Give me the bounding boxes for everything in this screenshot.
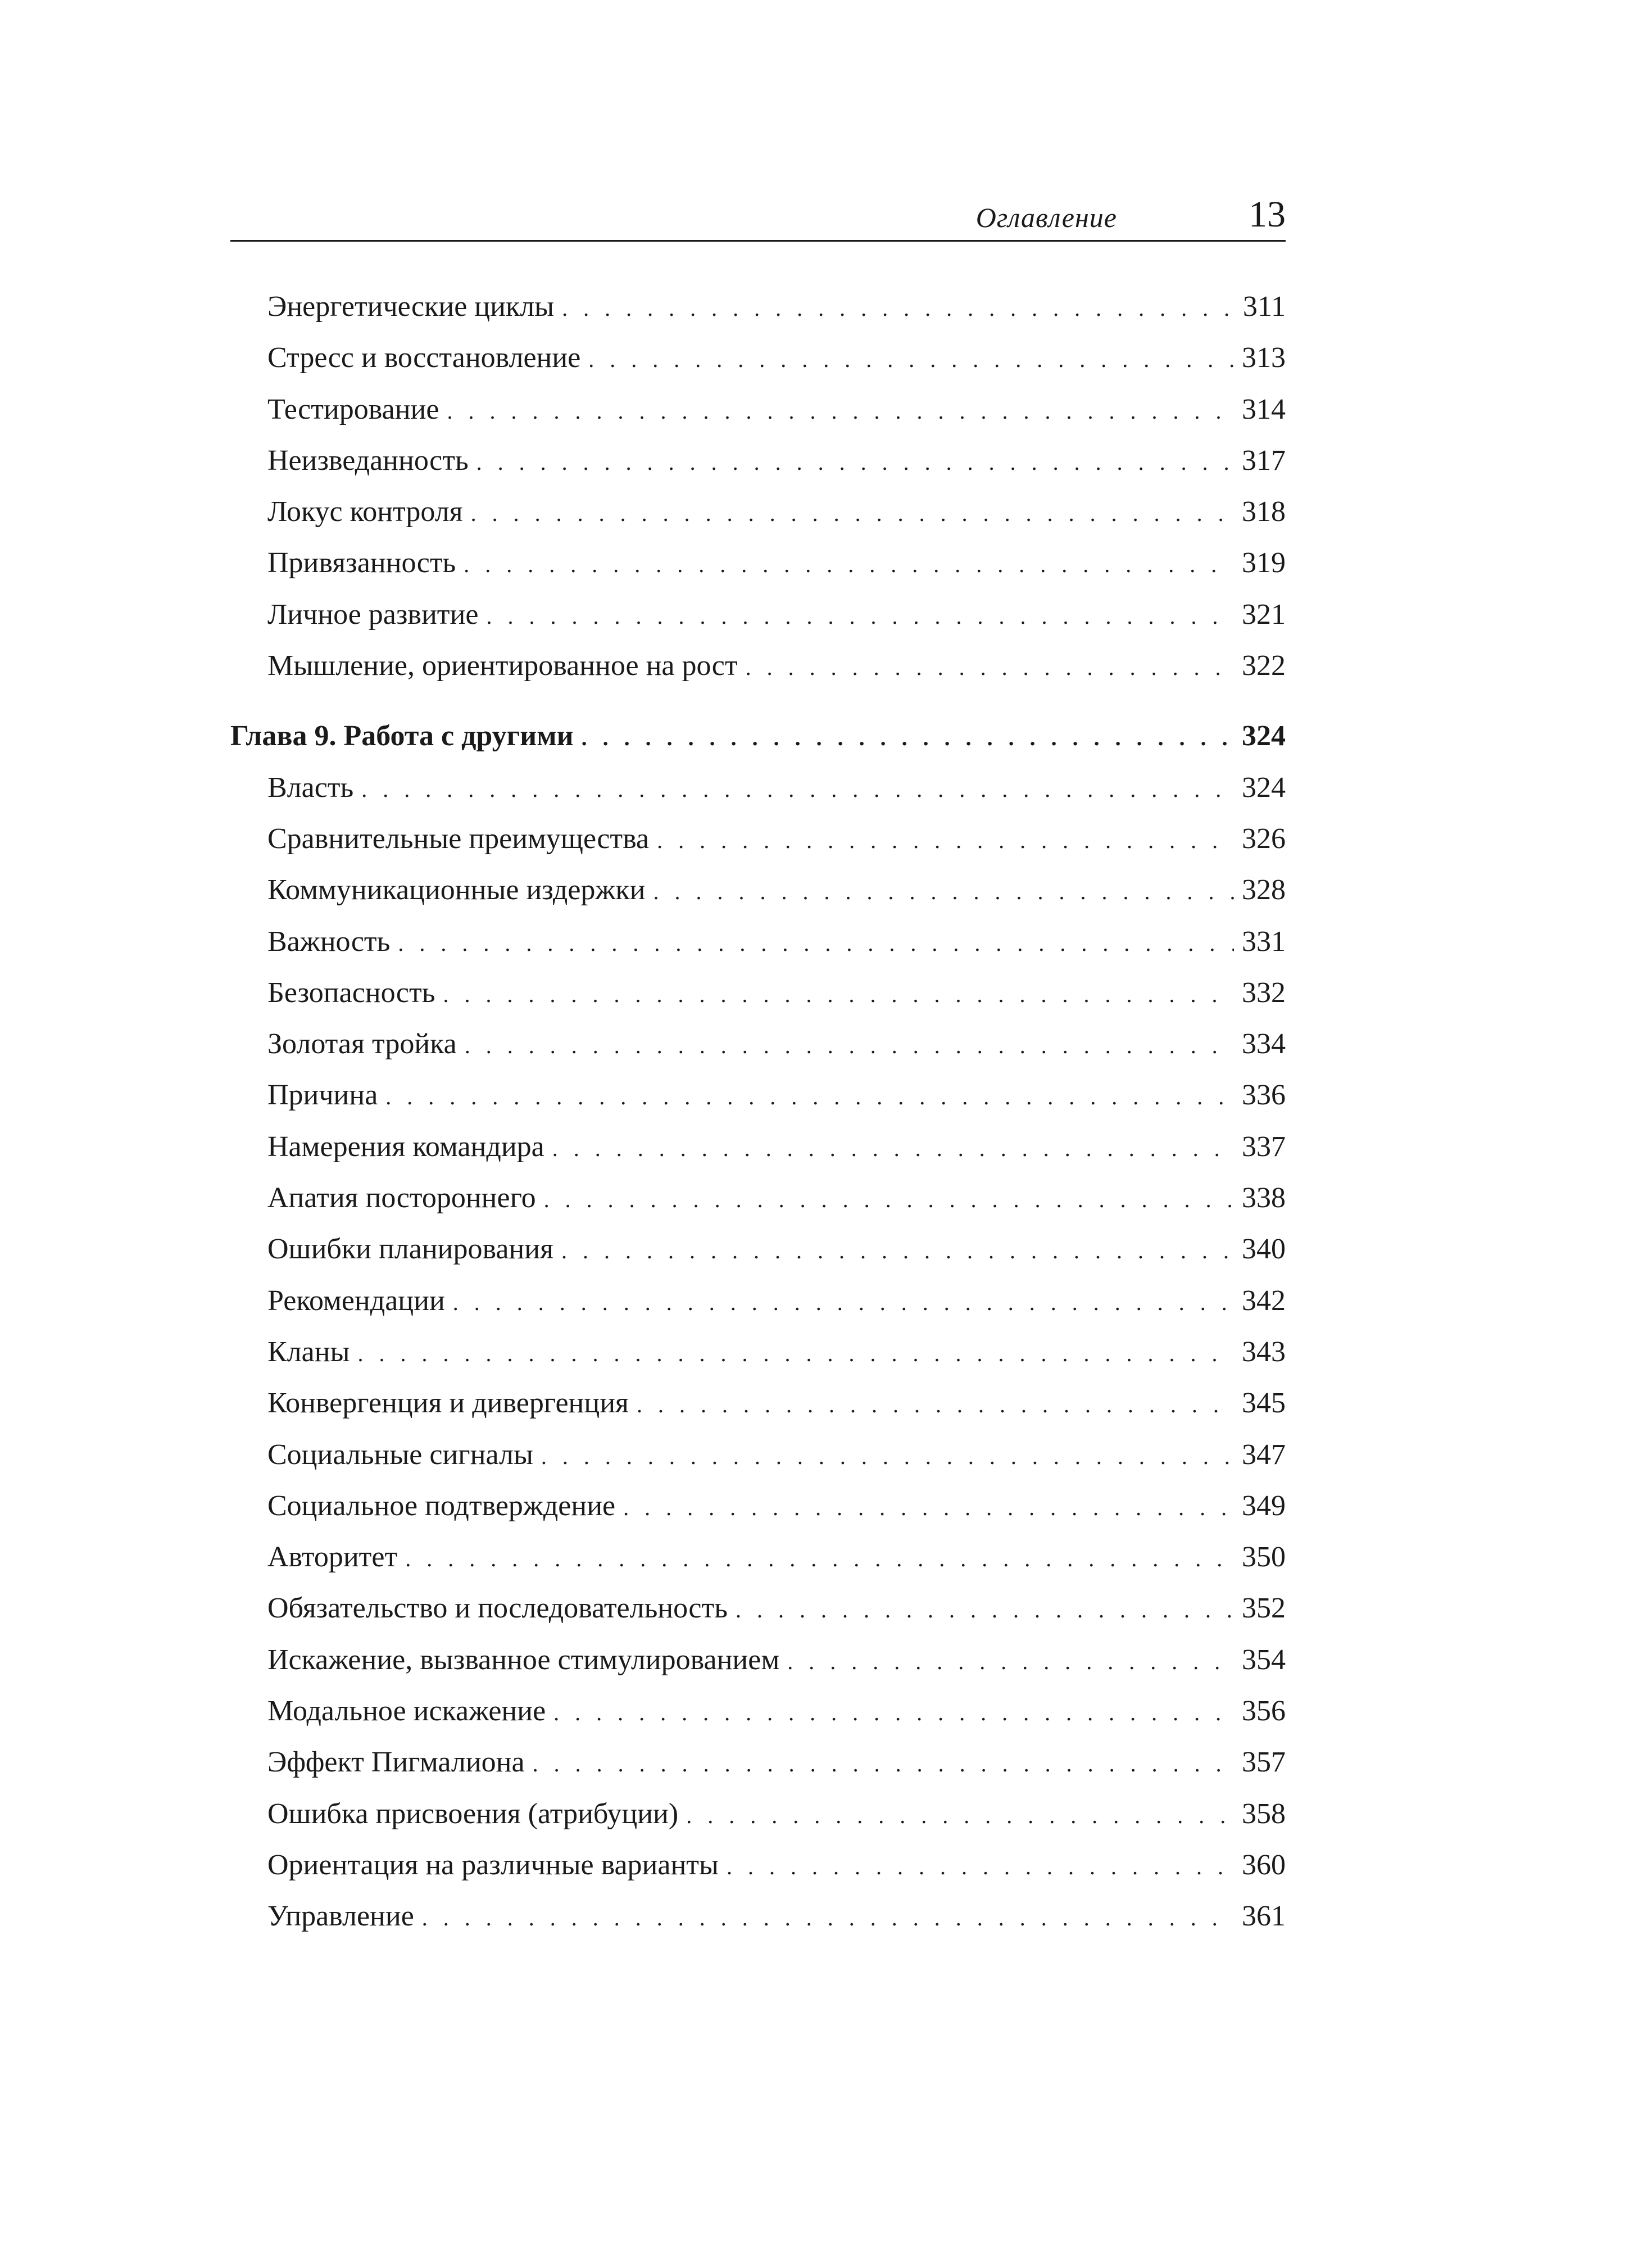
toc-entry-title: Рекомендации: [267, 1284, 445, 1317]
toc-entry-title: Энергетические циклы: [267, 291, 555, 323]
dot-leader: [422, 1892, 1234, 1943]
dot-leader: [453, 1277, 1234, 1328]
toc-entry: [230, 1326, 1286, 1377]
toc-entry-page: 354: [1242, 1643, 1286, 1676]
toc-entry: [230, 967, 1286, 1018]
toc-entry-title: Власть: [267, 771, 354, 804]
toc-entry-title: Тестирование: [267, 393, 439, 425]
toc-entry-title: Ошибки планирования: [267, 1233, 554, 1266]
toc-entry-title: Важность: [267, 925, 391, 958]
toc-entry: [230, 1788, 1286, 1839]
dot-leader: [405, 1533, 1234, 1584]
dot-leader: [476, 437, 1234, 488]
toc-entry-title: Намерения командира: [267, 1130, 544, 1163]
dot-leader: [357, 1328, 1234, 1379]
toc-entry-title: Управление: [267, 1900, 414, 1933]
toc-entry-title: Ориентация на различные варианты: [267, 1848, 719, 1881]
toc-entry-page: 324: [1242, 771, 1286, 804]
toc-entry-page: 319: [1242, 547, 1286, 579]
toc-entry: [230, 384, 1286, 435]
toc-entry-page: 314: [1242, 393, 1286, 425]
toc-entry-title: Привязанность: [267, 547, 456, 579]
toc-entry: [230, 1839, 1286, 1891]
dot-leader: [361, 764, 1234, 815]
toc-entry: [230, 281, 1286, 332]
dot-leader: [582, 712, 1234, 763]
toc-entry-title: Локус контроля: [267, 496, 463, 528]
toc-entry-page: 350: [1242, 1541, 1286, 1574]
dot-leader: [552, 1123, 1234, 1174]
toc-entry-page: 313: [1242, 342, 1286, 374]
toc-entry: [230, 1018, 1286, 1069]
dot-leader: [464, 539, 1234, 590]
toc-entry-title: Золотая тройка: [267, 1028, 457, 1060]
toc-entry-page: 349: [1242, 1489, 1286, 1522]
toc-entry: [230, 1172, 1286, 1223]
toc-entry-page: 317: [1242, 444, 1286, 477]
toc-chapter-heading: [230, 710, 1286, 762]
toc-entry: [230, 435, 1286, 486]
dot-leader: [637, 1379, 1234, 1430]
toc-entry-title: Конвергенция и дивергенция: [267, 1387, 629, 1420]
toc-entry-page: 345: [1242, 1387, 1286, 1420]
chapter-title: Глава 9. Работа с другими: [230, 720, 574, 753]
toc-entry-title: Мышление, ориентированное на рост: [267, 650, 738, 682]
toc-entry: [230, 1531, 1286, 1583]
dot-leader: [544, 1174, 1234, 1225]
toc-entry-title: Стресс и восстановление: [267, 342, 581, 374]
toc-entry: [230, 1891, 1286, 1942]
toc-entry: [230, 1583, 1286, 1634]
toc-entry: [230, 1223, 1286, 1275]
toc-entry-title: Эффект Пигмалиона: [267, 1746, 525, 1779]
dot-leader: [623, 1482, 1234, 1533]
toc-entry-page: 328: [1242, 874, 1286, 907]
toc-entry: [230, 1737, 1286, 1788]
table-of-contents: [230, 281, 1286, 1942]
page-number: 13: [1249, 194, 1286, 235]
toc-entry-title: Авторитет: [267, 1541, 398, 1574]
dot-leader: [443, 969, 1234, 1020]
toc-entry-page: 357: [1242, 1746, 1286, 1779]
dot-leader: [541, 1431, 1234, 1482]
toc-entry: [230, 1429, 1286, 1480]
toc-entry: [230, 916, 1286, 967]
chapter-page: 324: [1242, 720, 1286, 753]
dot-leader: [398, 918, 1234, 969]
toc-entry-title: Искажение, вызванное стимулированием: [267, 1643, 780, 1676]
toc-entry-title: Социальное подтверждение: [267, 1489, 616, 1522]
toc-entry: [230, 1685, 1286, 1737]
toc-entry: [230, 1480, 1286, 1531]
toc-entry: [230, 332, 1286, 383]
toc-entry: [230, 640, 1286, 691]
toc-entry-page: 311: [1242, 291, 1286, 323]
toc-entry-title: Сравнительные преимущества: [267, 822, 650, 855]
dot-leader: [385, 1071, 1234, 1122]
toc-entry-title: Неизведанность: [267, 444, 469, 477]
toc-entry-page: 356: [1242, 1695, 1286, 1728]
page-header: [230, 185, 1286, 242]
dot-leader: [746, 642, 1234, 693]
dot-leader: [533, 1738, 1234, 1789]
dot-leader: [553, 1687, 1234, 1738]
toc-entry-page: 347: [1242, 1438, 1286, 1471]
dot-leader: [486, 591, 1234, 642]
toc-entry: [230, 589, 1286, 640]
dot-leader: [686, 1790, 1234, 1841]
toc-entry-title: Безопасность: [267, 976, 435, 1009]
toc-entry-title: Социальные сигналы: [267, 1438, 533, 1471]
toc-entry-title: Обязательство и последовательность: [267, 1592, 728, 1625]
toc-entry: [230, 864, 1286, 915]
toc-entry: [230, 1634, 1286, 1685]
toc-entry-title: Причина: [267, 1079, 378, 1112]
toc-entry: [230, 486, 1286, 537]
toc-entry-title: Коммуникационные издержки: [267, 874, 646, 907]
toc-entry-page: 321: [1242, 598, 1286, 631]
header-rule: [230, 240, 1286, 242]
toc-entry-page: 332: [1242, 976, 1286, 1009]
dot-leader: [657, 815, 1234, 866]
toc-entry: [230, 1275, 1286, 1326]
toc-entry-page: 322: [1242, 650, 1286, 682]
toc-entry-title: Апатия постороннего: [267, 1182, 536, 1214]
toc-entry-page: 342: [1242, 1284, 1286, 1317]
toc-entry-page: 361: [1242, 1900, 1286, 1933]
dot-leader: [465, 1020, 1234, 1071]
toc-entry-title: Личное развитие: [267, 598, 479, 631]
toc-entry-title: Кланы: [267, 1335, 350, 1368]
toc-entry-page: 360: [1242, 1848, 1286, 1881]
dot-leader: [561, 1225, 1234, 1276]
toc-entry-page: 338: [1242, 1182, 1286, 1214]
toc-entry-page: 326: [1242, 822, 1286, 855]
toc-entry-page: 337: [1242, 1130, 1286, 1163]
toc-entry: [230, 1069, 1286, 1121]
dot-leader: [727, 1841, 1234, 1892]
running-title: Оглавление: [975, 202, 1117, 233]
toc-entry-page: 318: [1242, 496, 1286, 528]
dot-leader: [562, 283, 1234, 334]
toc-entry-page: 331: [1242, 925, 1286, 958]
toc-entry: [230, 813, 1286, 864]
toc-entry-page: 352: [1242, 1592, 1286, 1625]
dot-leader: [471, 488, 1234, 539]
toc-entry-title: Модальное искажение: [267, 1695, 546, 1728]
toc-entry-page: 340: [1242, 1233, 1286, 1266]
dot-leader: [787, 1636, 1234, 1687]
toc-entry-page: 336: [1242, 1079, 1286, 1112]
dot-leader: [653, 866, 1234, 917]
toc-entry-page: 334: [1242, 1028, 1286, 1060]
dot-leader: [447, 386, 1234, 437]
toc-entry: [230, 1121, 1286, 1172]
toc-entry-title: Ошибка присвоения (атрибуции): [267, 1797, 679, 1830]
dot-leader: [588, 334, 1234, 385]
dot-leader: [736, 1584, 1234, 1635]
toc-entry-page: 358: [1242, 1797, 1286, 1830]
toc-entry: [230, 762, 1286, 813]
toc-entry: [230, 537, 1286, 588]
toc-entry: [230, 1377, 1286, 1429]
toc-entry-page: 343: [1242, 1335, 1286, 1368]
